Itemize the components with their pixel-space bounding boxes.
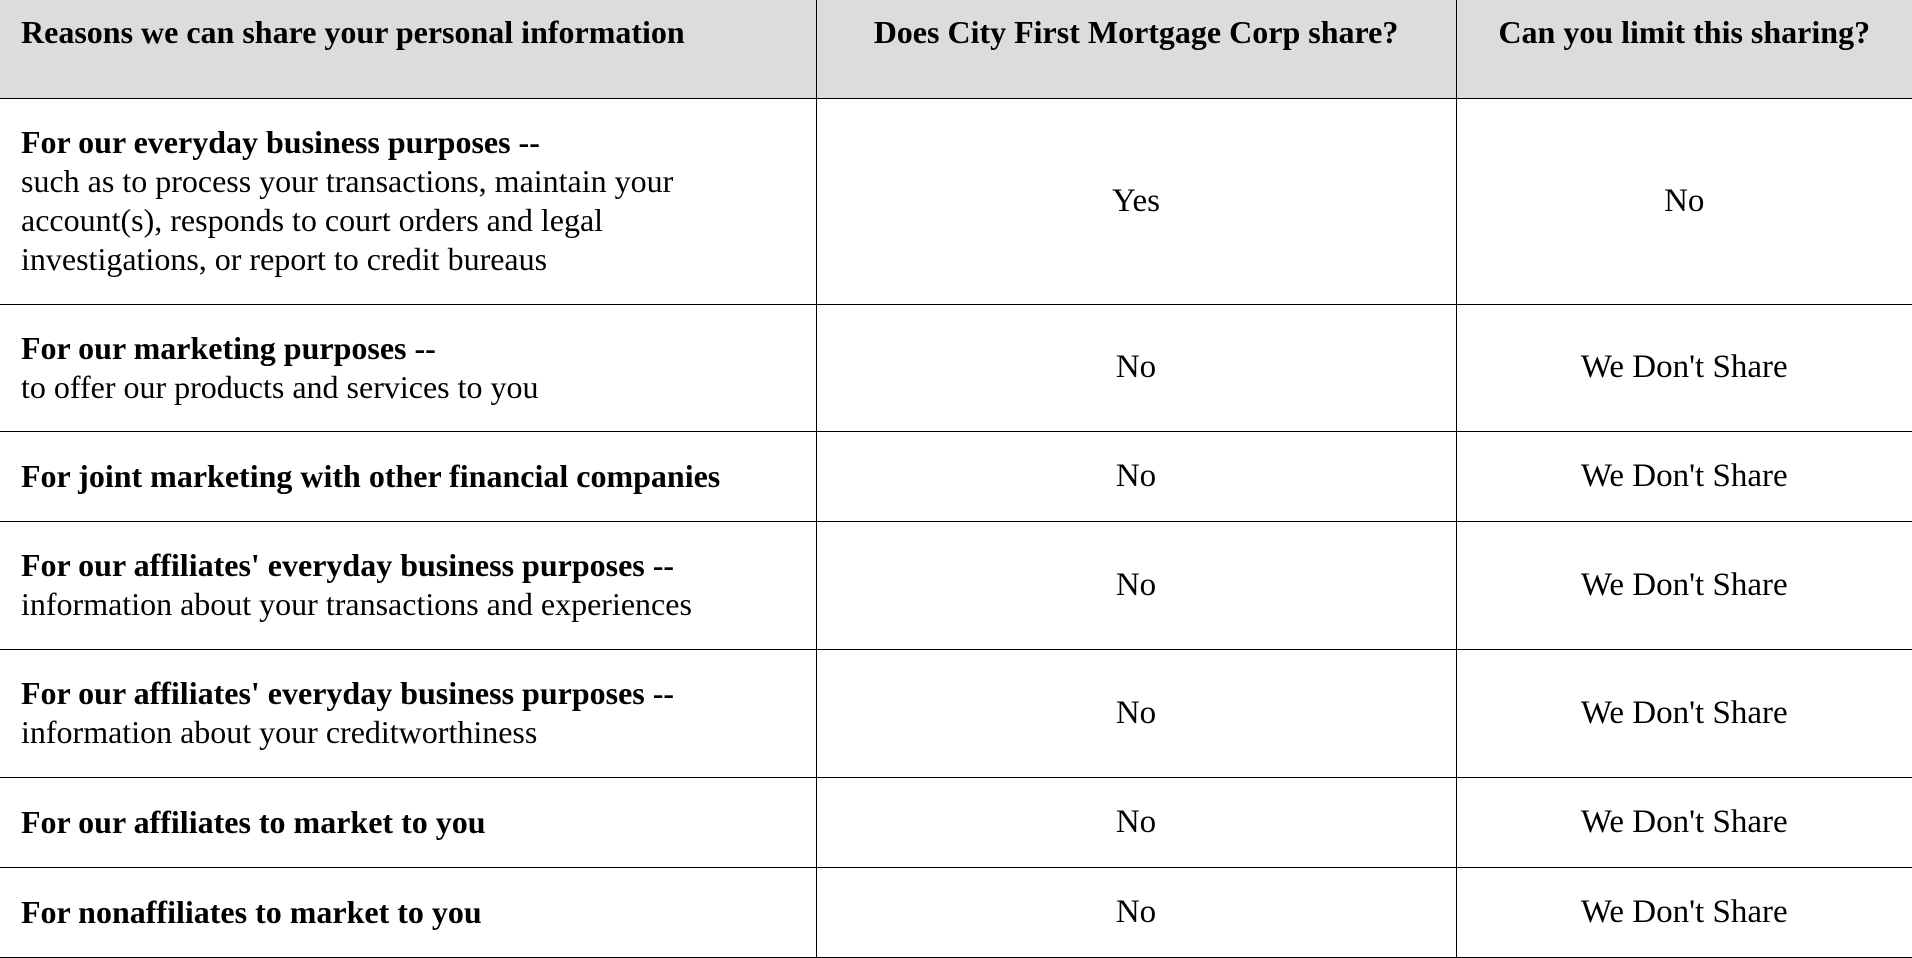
limit-value: We Don't Share (1456, 304, 1912, 431)
share-value: No (816, 304, 1456, 431)
reason-title: For our marketing purposes -- (21, 329, 436, 366)
limit-value: We Don't Share (1456, 431, 1912, 521)
share-value: Yes (816, 98, 1456, 304)
reason-cell (0, 867, 816, 957)
table-row (0, 431, 1912, 521)
reason-cell (0, 521, 816, 649)
limit-value: We Don't Share (1456, 867, 1912, 957)
header-reasons: Reasons we can share your personal information (0, 0, 816, 98)
reason-title: For our everyday business purposes -- (21, 124, 540, 160)
reason-title: For our affiliates' everyday business purposes -- (21, 547, 675, 583)
limit-value: We Don't Share (1456, 777, 1912, 867)
header-can-limit: Can you limit this sharing? (1456, 0, 1912, 98)
reason-description: to offer our products and services to you (21, 368, 539, 405)
reason-cell (0, 649, 816, 777)
reason-title: For our affiliates' everyday business purposes -- (21, 675, 675, 711)
table-row (0, 777, 1912, 867)
share-value: No (816, 649, 1456, 777)
limit-value: We Don't Share (1456, 521, 1912, 649)
header-row (0, 0, 1912, 98)
reason-title: For nonaffiliates to market to you (21, 893, 482, 930)
table-row (0, 98, 1912, 304)
table-row (0, 304, 1912, 431)
reason-title: For our affiliates to market to you (21, 803, 486, 840)
share-value: No (816, 777, 1456, 867)
share-value: No (816, 867, 1456, 957)
reason-description: such as to process your transactions, maintain your account(s), responds to court orders and legal investigations, or report to credit bureaus (21, 163, 674, 277)
reason-description: information about your transactions and experiences (21, 586, 692, 622)
header-does-share: Does City First Mortgage Corp share? (816, 0, 1456, 98)
share-value: No (816, 431, 1456, 521)
reason-cell (0, 431, 816, 521)
reason-title: For joint marketing with other financial companies (21, 457, 721, 494)
reason-cell (0, 304, 816, 431)
limit-value: We Don't Share (1456, 649, 1912, 777)
share-value: No (816, 521, 1456, 649)
reason-description: information about your creditworthiness (21, 714, 538, 750)
reason-cell (0, 98, 816, 304)
table-row (0, 521, 1912, 649)
table-row (0, 867, 1912, 957)
reason-cell (0, 777, 816, 867)
table-row (0, 649, 1912, 777)
limit-value: No (1456, 98, 1912, 304)
